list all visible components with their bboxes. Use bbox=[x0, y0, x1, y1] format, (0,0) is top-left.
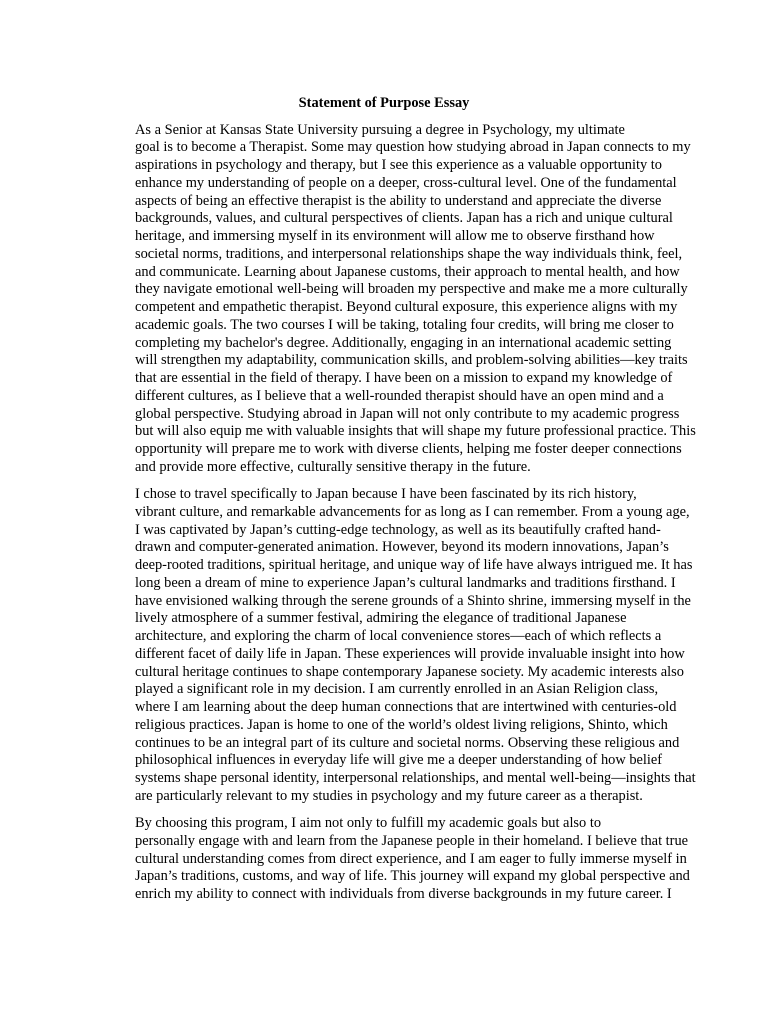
text-line: will strengthen my adaptability, communication skills, and problem-solving abilities—key traits bbox=[135, 352, 688, 369]
text-line: enrich my ability to connect with individuals from diverse backgrounds in my future career. I bbox=[135, 886, 672, 902]
text-line: vibrant culture, and remarkable advancements for as long as I can remember. From a young age, bbox=[135, 503, 690, 520]
text-line: I chose to travel specifically to Japan because I have been fascinated by its rich history, bbox=[135, 486, 637, 502]
text-line: where I am learning about the deep human connections that are intertwined with centuries-old bbox=[135, 699, 677, 715]
text-line: academic goals. The two courses I will be taking, totaling four credits, will bring me closer to bbox=[135, 316, 674, 333]
text-line: cultural understanding comes from direct experience, and I am eager to fully immerse myself in bbox=[135, 850, 687, 867]
text-line: lively atmosphere of a summer festival, admiring the elegance of traditional Japanese bbox=[135, 610, 627, 627]
text-line: continues to be an integral part of its culture and societal norms. Observing these religious and bbox=[135, 734, 680, 751]
text-line: goal is to become a Therapist. Some may question how studying abroad in Japan connects to my bbox=[135, 139, 691, 156]
text-line: cultural heritage continues to shape contemporary Japanese society. My academic interests also bbox=[135, 663, 684, 680]
text-line: By choosing this program, I aim not only to fulfill my academic goals but also to bbox=[135, 815, 602, 831]
text-line: architecture, and exploring the charm of local convenience stores—each of which reflects a bbox=[135, 628, 662, 644]
text-line: opportunity will prepare me to work with diverse clients, helping me foster deeper connections bbox=[135, 441, 682, 457]
text-line: heritage, and immersing myself in its environment will allow me to observe firsthand how bbox=[135, 228, 655, 244]
text-line: drawn and computer-generated animation. However, beyond its modern innovations, Japan’s bbox=[135, 539, 669, 556]
text-line: and provide more effective, culturally sensitive therapy in the future. bbox=[135, 458, 531, 475]
text-line: they navigate emotional well-being will broaden my perspective and make me a more culturally bbox=[135, 281, 688, 298]
text-line: that are essential in the field of therapy. I have been on a mission to expand my knowledge of bbox=[135, 370, 673, 386]
paragraph-3 bbox=[90, 815, 690, 904]
text-line: systems shape personal identity, interpersonal relationships, and mental well-being—insights that bbox=[135, 770, 696, 786]
text-line: have envisioned walking through the serene grounds of a Shinto shrine, immersing myself in the bbox=[135, 592, 691, 609]
paragraph-1 bbox=[90, 121, 696, 477]
text-line: enhance my understanding of people on a deeper, cross-cultural level. One of the fundamental bbox=[135, 174, 677, 191]
text-line: and communicate. Learning about Japanese customs, their approach to mental health, and how bbox=[135, 263, 680, 280]
text-line: but will also equip me with valuable insights that will shape my future professional practice. This bbox=[135, 423, 696, 440]
text-line: different cultures, as I believe that a well-rounded therapist should have an open mind and a bbox=[135, 387, 664, 404]
text-line: I was captivated by Japan’s cutting-edge technology, as well as its beautifully crafted hand- bbox=[135, 521, 661, 538]
text-line: backgrounds, values, and cultural perspectives of clients. Japan has a rich and unique cultural bbox=[135, 210, 673, 227]
text-line: societal norms, traditions, and interpersonal relationships shape the way individuals think, feel, bbox=[135, 245, 683, 262]
text-line: competent and empathetic therapist. Beyond cultural exposure, this experience aligns with my bbox=[135, 299, 678, 315]
text-line: different facet of daily life in Japan. These experiences will provide invaluable insight into how bbox=[135, 645, 685, 662]
text-line: Japan’s traditions, customs, and way of life. This journey will expand my global perspective and bbox=[135, 868, 690, 885]
text-line: are particularly relevant to my studies in psychology and my future career as a therapist. bbox=[135, 787, 643, 804]
text-line: personally engage with and learn from the Japanese people in their homeland. I believe that true bbox=[135, 832, 689, 849]
text-line: religious practices. Japan is home to one of the world’s oldest living religions, Shinto, which bbox=[135, 716, 668, 733]
text-line: long been a dream of mine to experience Japan’s cultural landmarks and traditions firsthand. I bbox=[135, 574, 676, 591]
paragraph-2 bbox=[90, 486, 696, 806]
text-line: played a significant role in my decision. I am currently enrolled in an Asian Religion class, bbox=[135, 681, 659, 698]
text-line: completing my bachelor's degree. Additionally, engaging in an international academic setting bbox=[135, 334, 672, 351]
text-line: global perspective. Studying abroad in Japan will not only contribute to my academic progress bbox=[135, 405, 680, 422]
document-title: Statement of Purpose Essay bbox=[298, 95, 470, 111]
text-line: aspirations in psychology and therapy, but I see this experience as a valuable opportunity to bbox=[135, 157, 662, 173]
document-body bbox=[90, 121, 696, 914]
text-line: aspects of being an effective therapist is the ability to understand and appreciate the diverse bbox=[135, 192, 662, 209]
text-line: deep-rooted traditions, spiritual heritage, and unique way of life have always intrigued me. It has bbox=[135, 557, 693, 573]
text-line: As a Senior at Kansas State University pursuing a degree in Psychology, my ultimate bbox=[135, 121, 625, 138]
text-line: philosophical influences in everyday life will give me a deeper understanding of how belief bbox=[135, 752, 663, 769]
